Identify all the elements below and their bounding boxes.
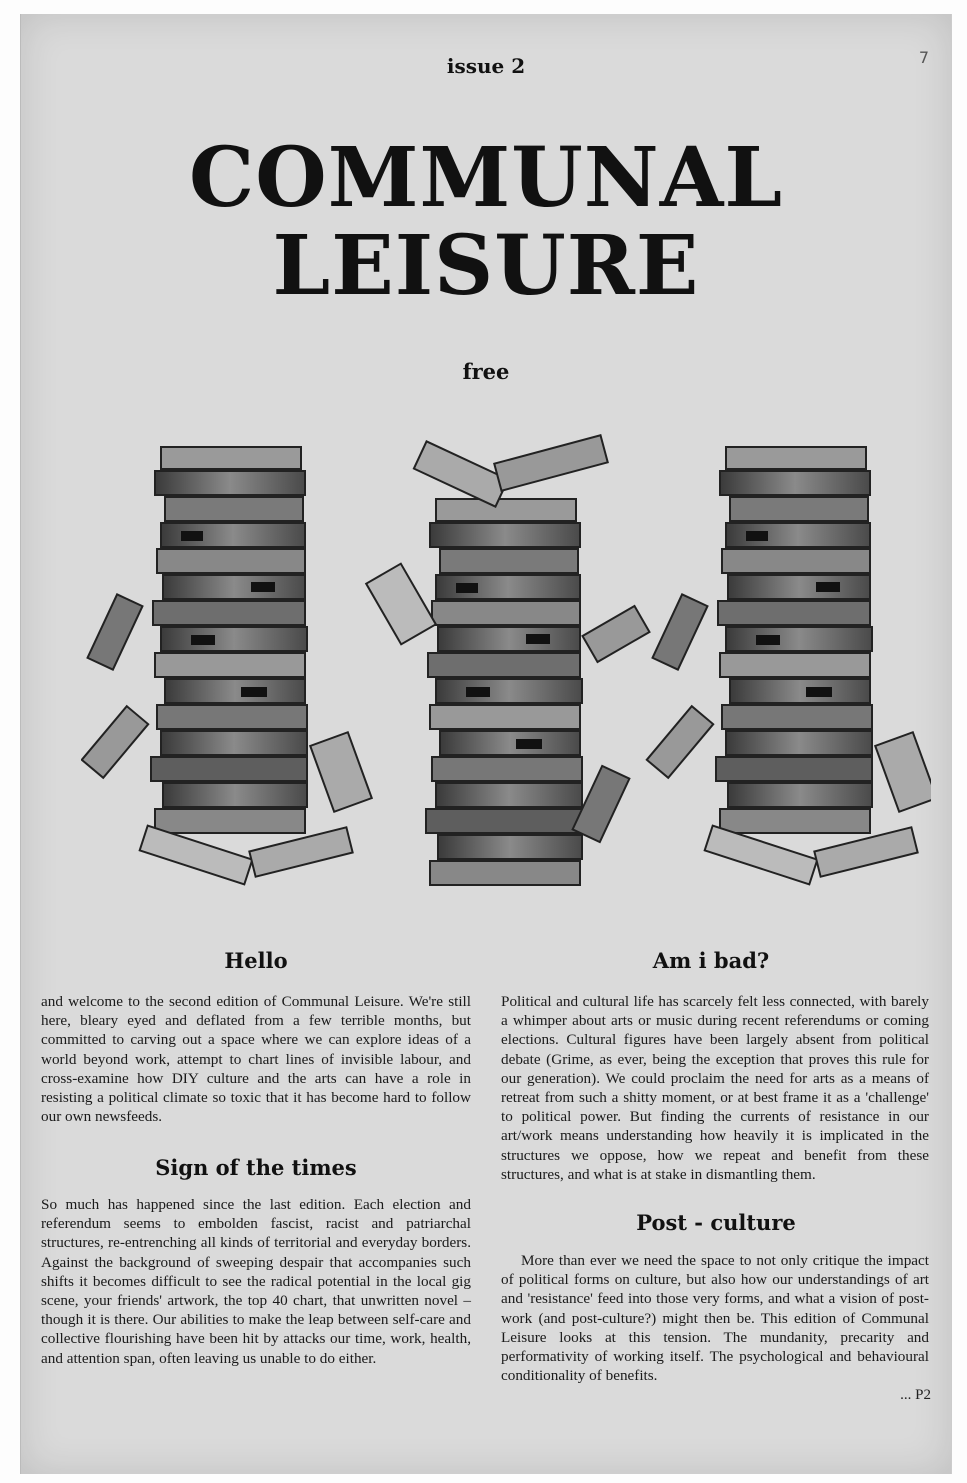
continued-page-ref: ... P2 <box>900 1387 931 1403</box>
masthead-title <box>21 130 951 314</box>
post-culture-heading: Post - culture <box>636 1210 796 1235</box>
am-i-bad-paragraph: Political and cultural life has scarcely felt less connected, with barely a whimper about arts or music during recent referendums or coming elections. Cultural figures have been largely absent from political debate (Grime, as ever, being the exception that proves this rule for our generation). We could proclaim the need for arts as a means of retreat from such a shitty moment, or at best frame it as a 'challenge' to political power. But finding the currents of resistance in our art/work means understanding how heavily it is implicated in the structures we oppose, how we repeat and benefit from these structures, and what is at stake in dismantling them. <box>501 993 929 1183</box>
am-i-bad-heading: Am i bad? <box>652 948 770 973</box>
hello-heading: Hello <box>224 948 288 973</box>
masthead-line-2: LEISURE <box>272 218 700 314</box>
jenga-towers-illustration <box>81 429 931 919</box>
issue-label: issue 2 <box>446 54 526 78</box>
post-culture-paragraph: More than ever we need the space to not only critique the impact of political forms on culture, but also how our understandings of art and 'resistance' feed into those very forms, and what a vision of post-work (and post-culture?) might then be. This edition of Communal Leisure looks at this tension. The mundanity, precarity and performativity of working itself. The psychological and behavioural conditionality of benefits. <box>501 1252 929 1385</box>
newspaper-page <box>20 14 952 1474</box>
masthead-line-1: COMMUNAL <box>189 130 783 226</box>
price-label: free <box>462 359 510 384</box>
sign-of-the-times-heading: Sign of the times <box>155 1155 357 1180</box>
hello-paragraph: and welcome to the second edition of Communal Leisure. We're still here, bleary eyed and deflated from a few terrible months, but committed to carving out a space where we can explore ideas of a world beyond work, attempt to chart lines of invisible labour, and cross-examine how DIY culture and the arts can have a role in resisting a political climate so toxic that it has become hard to follow our own newsfeeds. <box>41 993 471 1126</box>
sign-of-the-times-paragraph: So much has happened since the last edition. Each election and referendum seems to embolden fascist, racist and patriarchal structures, re-entrenching all kinds of territorial and everyday borders. Against the background of sweeping despair that accompanies such shifts it becomes difficult to see the radical potential in the local gig scene, your friends' artwork, the top 40 chart, that unwritten novel – though it is there. Our abilities to make the leap between self-care and collective flourishing have been hit by attacks our time, work, health, and attention span, often leaving us unable to do either. <box>41 1196 471 1367</box>
corner-mark: 7 <box>918 48 929 67</box>
